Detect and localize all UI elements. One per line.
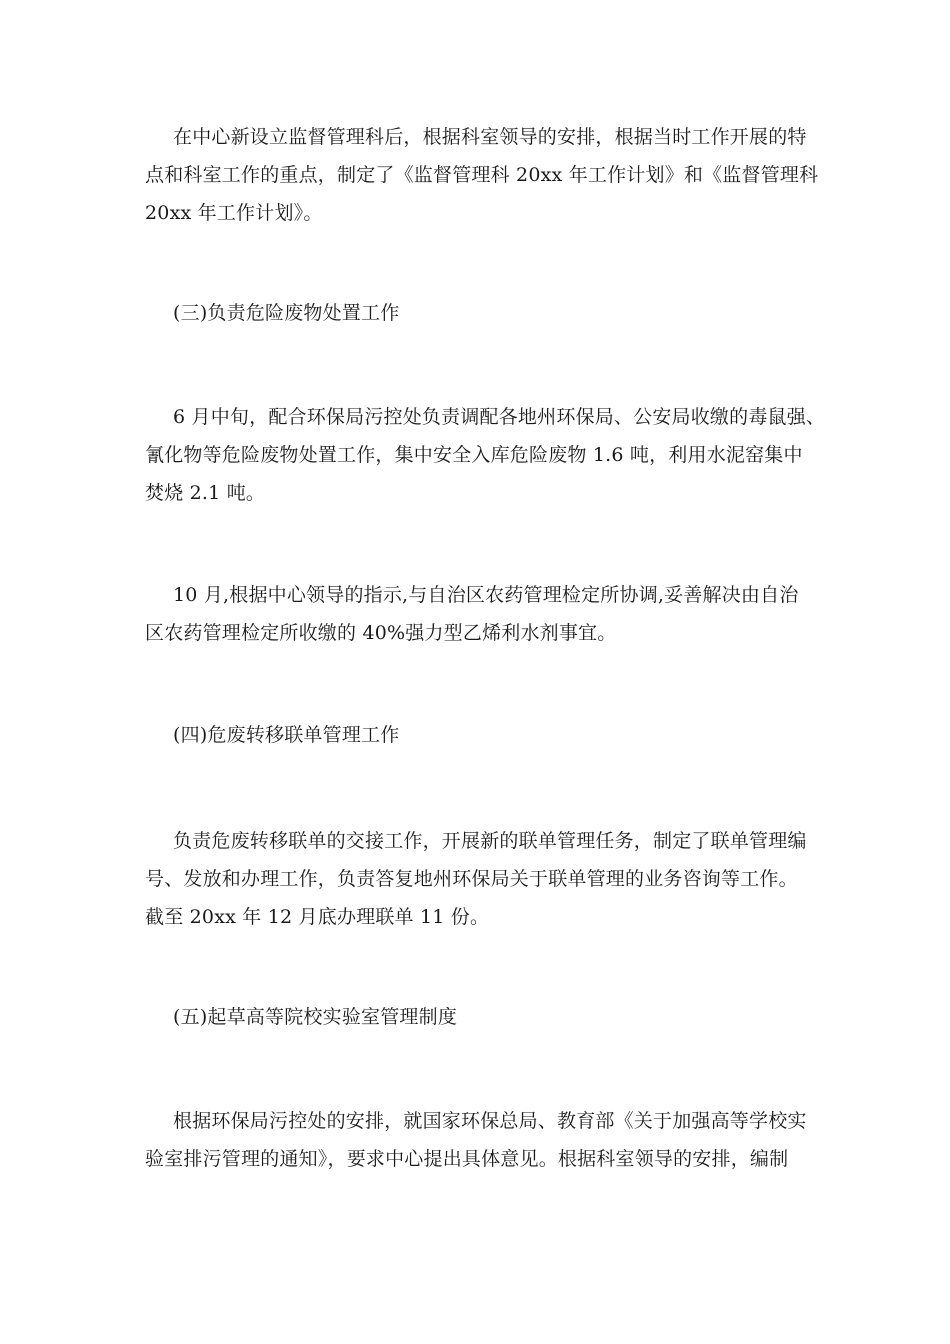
paragraph-line: 验室排污管理的通知》，要求中心提出具体意见。根据科室领导的安排，编制 [145, 1148, 789, 1170]
paragraph-hazardous-waste-disposal [145, 398, 826, 512]
paragraph-line: 点和科室工作的重点，制定了《监督管理科 20xx 年工作计划》和《监督管理科 [145, 164, 819, 186]
section-heading-5 [145, 998, 815, 1036]
paragraph-line: 区农药管理检定所收缴的 40%强力型乙烯利水剂事宜。 [145, 622, 617, 644]
paragraph-line: 截至 20xx 年 12 月底办理联单 11 份。 [145, 906, 490, 928]
paragraph-line: 氰化物等危险废物处置工作，集中安全入库危险废物 1.6 吨，利用水泥窑集中 [145, 444, 803, 466]
paragraph-line: 负责危废转移联单的交接工作，开展新的联单管理任务，制定了联单管理编 [173, 830, 807, 852]
section-heading-text: (三)负责危险废物处置工作 [173, 302, 400, 324]
paragraph-line: 10 月,根据中心领导的指示,与自治区农药管理检定所协调,妥善解决由自治 [173, 584, 799, 606]
paragraph-line: 根据环保局污控处的安排，就国家环保总局、教育部《关于加强高等学校实 [173, 1110, 807, 1132]
paragraph-monitoring-plan [145, 118, 819, 232]
paragraph-lab-management [145, 1102, 815, 1178]
paragraph-line: 号、发放和办理工作，负责答复地州环保局关于联单管理的业务咨询等工作。 [145, 868, 798, 890]
section-heading-3 [145, 294, 815, 332]
section-heading-text: (四)危废转移联单管理工作 [173, 724, 400, 746]
paragraph-line: 焚烧 2.1 吨。 [145, 482, 266, 504]
paragraph-transfer-manifest [145, 822, 815, 936]
section-heading-text: (五)起草高等院校实验室管理制度 [173, 1006, 458, 1028]
paragraph-line: 20xx 年工作计划》。 [145, 202, 323, 224]
paragraph-line: 在中心新设立监督管理科后，根据科室领导的安排，根据当时工作开展的特 [173, 126, 807, 148]
paragraph-line: 6 月中旬，配合环保局污控处负责调配各地州环保局、公安局收缴的毒鼠强、 [173, 406, 826, 428]
section-heading-4 [145, 716, 815, 754]
paragraph-pesticide-coordination [145, 576, 815, 652]
